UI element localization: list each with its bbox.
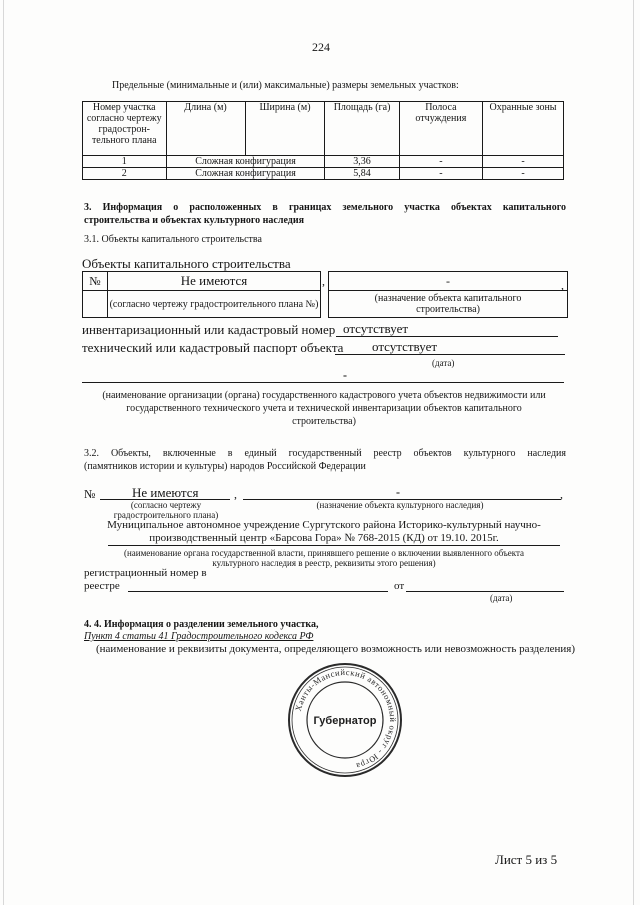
cell-strip: - (399, 168, 482, 180)
cell-config: Сложная конфигурация (166, 168, 325, 180)
org-dash: - (343, 368, 347, 382)
org-note-line1: (наименование организации (органа) государственного кадастрового учета объектов недвижимости или (102, 390, 546, 401)
section4-heading: 4. 4. Информация о разделении земельного участка, (84, 619, 319, 630)
objects-num-label: № (83, 272, 108, 291)
col-header-length: Длина (м) (166, 102, 245, 156)
org-note-line3: строительства) (292, 416, 356, 427)
cell-area: 5,84 (325, 168, 399, 180)
heritage-dash: - (396, 485, 400, 499)
decision-note-line1: (наименование органа государственной власти, принявшего решение о включении выявленного объекта (123, 548, 525, 558)
heritage-comma: , (234, 487, 237, 501)
plot-sizes-title: Предельные (минимальные и (или) максимальные) размеры земельных участков: (112, 80, 459, 91)
objects-spacer (321, 291, 329, 318)
cell-zones: - (483, 156, 564, 168)
objects-dash: - (329, 272, 568, 291)
passport-label: технический или кадастровый паспорт объекта (82, 340, 344, 355)
cell-zones: - (483, 168, 564, 180)
heritage-per-drawing-line2: градостроительного плана) (113, 510, 219, 520)
reg-from-label: от (394, 580, 405, 592)
inventory-label: инвентаризационный или кадастровый номер (82, 322, 336, 337)
objects-table (82, 271, 568, 318)
passport-date-note: (дата) (432, 358, 455, 368)
stamp-ring-text: Ханты-Мансийский автономный округ - Югра (292, 666, 399, 772)
stamp-center-text: Губернатор (313, 715, 377, 727)
decision-underline (108, 545, 560, 546)
col-header-area: Площадь (га) (325, 102, 399, 156)
scan-edge-left (3, 0, 4, 905)
governor-stamp (285, 660, 405, 780)
objects-purpose-line2: строительства) (416, 304, 480, 315)
inventory-value: отсутствует (343, 321, 409, 336)
passport-underline (335, 354, 565, 355)
header-line: градострон- (98, 124, 151, 135)
col-header-zones: Охранные зоны (483, 102, 564, 156)
table-row (83, 156, 564, 168)
heritage-per-drawing-line1: (согласно чертежу (130, 500, 202, 510)
section3-2-heading-line2: (памятников истории и культуры) народов Российской Федерации (84, 461, 366, 472)
decision-line2: производственный центр «Барсова Гора» № 768-2015 (КД) от 19.10. 2015г. (149, 532, 499, 544)
page-number: 224 (312, 40, 330, 54)
section3-heading-line2: строительства и объектах культурного наследия (84, 215, 305, 226)
header-line: тельного плана (91, 135, 157, 146)
section4-note: (наименование и реквизиты документа, определяющего возможность или невозможность разделения) (96, 643, 575, 655)
cell-strip: - (399, 156, 482, 168)
heritage-not-exist: Не имеются (132, 485, 199, 500)
stamp-seal (285, 660, 405, 780)
inventory-underline (336, 336, 558, 337)
reg-date-note: (дата) (490, 593, 513, 603)
table-header-row (83, 102, 564, 156)
col-header-width: Ширина (м) (245, 102, 325, 156)
objects-purpose-line1: (назначение объекта капитального (374, 293, 522, 304)
org-note-line2: государственного технического учета и технической инвентаризации объектов капитального (126, 403, 522, 414)
cell-config: Сложная конфигурация (166, 156, 325, 168)
heritage-num-label: № (84, 487, 96, 501)
objects-title: Объекты капитального строительства (82, 256, 291, 271)
decision-note-line2: культурного наследия в реестр, реквизиты этого решения) (212, 558, 436, 568)
sheet-footer: Лист 5 из 5 (495, 852, 558, 867)
section3-1-heading: 3.1. Объекты капитального строительства (84, 234, 262, 245)
objects-trailing-comma: , (561, 278, 564, 292)
col-header-strip: Полоса отчуждения (399, 102, 482, 156)
section4-basis: Пункт 4 статьи 41 Градостроительного кодекса РФ (84, 631, 314, 642)
objects-comma: , (322, 273, 325, 288)
objects-per-drawing: (согласно чертежу градостроительного плана №) (108, 291, 321, 318)
reg-label-line2: реестре (84, 580, 120, 592)
cell-number: 1 (83, 156, 167, 168)
scan-edge-right (633, 0, 634, 905)
objects-not-exist: Не имеются (108, 272, 321, 291)
objects-empty-cell (83, 291, 108, 318)
reg-label-line1: регистрационный номер в (84, 567, 207, 579)
cell-area: 3,36 (325, 156, 399, 168)
reg-date-underline (406, 591, 564, 592)
header-line: согласно чертежу (86, 113, 162, 124)
col-header-number (83, 102, 167, 156)
decision-line1: Муниципальное автономное учреждение Сургутского района Историко-культурный научно- (107, 519, 541, 531)
reg-number-underline (128, 591, 388, 592)
cell-number: 2 (83, 168, 167, 180)
section3-heading-line1: 3. Информация о расположенных в границах земельного участка объектах капитального (84, 202, 566, 213)
table-row (83, 168, 564, 180)
section3-2-heading-line1: 3.2. Объекты, включенные в единый государственный реестр объектов культурного наследия (84, 448, 566, 459)
heritage-purpose-note: (назначение объекта культурного наследия) (316, 500, 484, 510)
header-line: Номер участка (92, 102, 156, 113)
objects-purpose (329, 291, 568, 318)
passport-value: отсутствует (372, 339, 438, 354)
plot-sizes-table (82, 101, 564, 180)
heritage-trailing-comma: , (560, 487, 563, 501)
org-underline (82, 382, 564, 383)
